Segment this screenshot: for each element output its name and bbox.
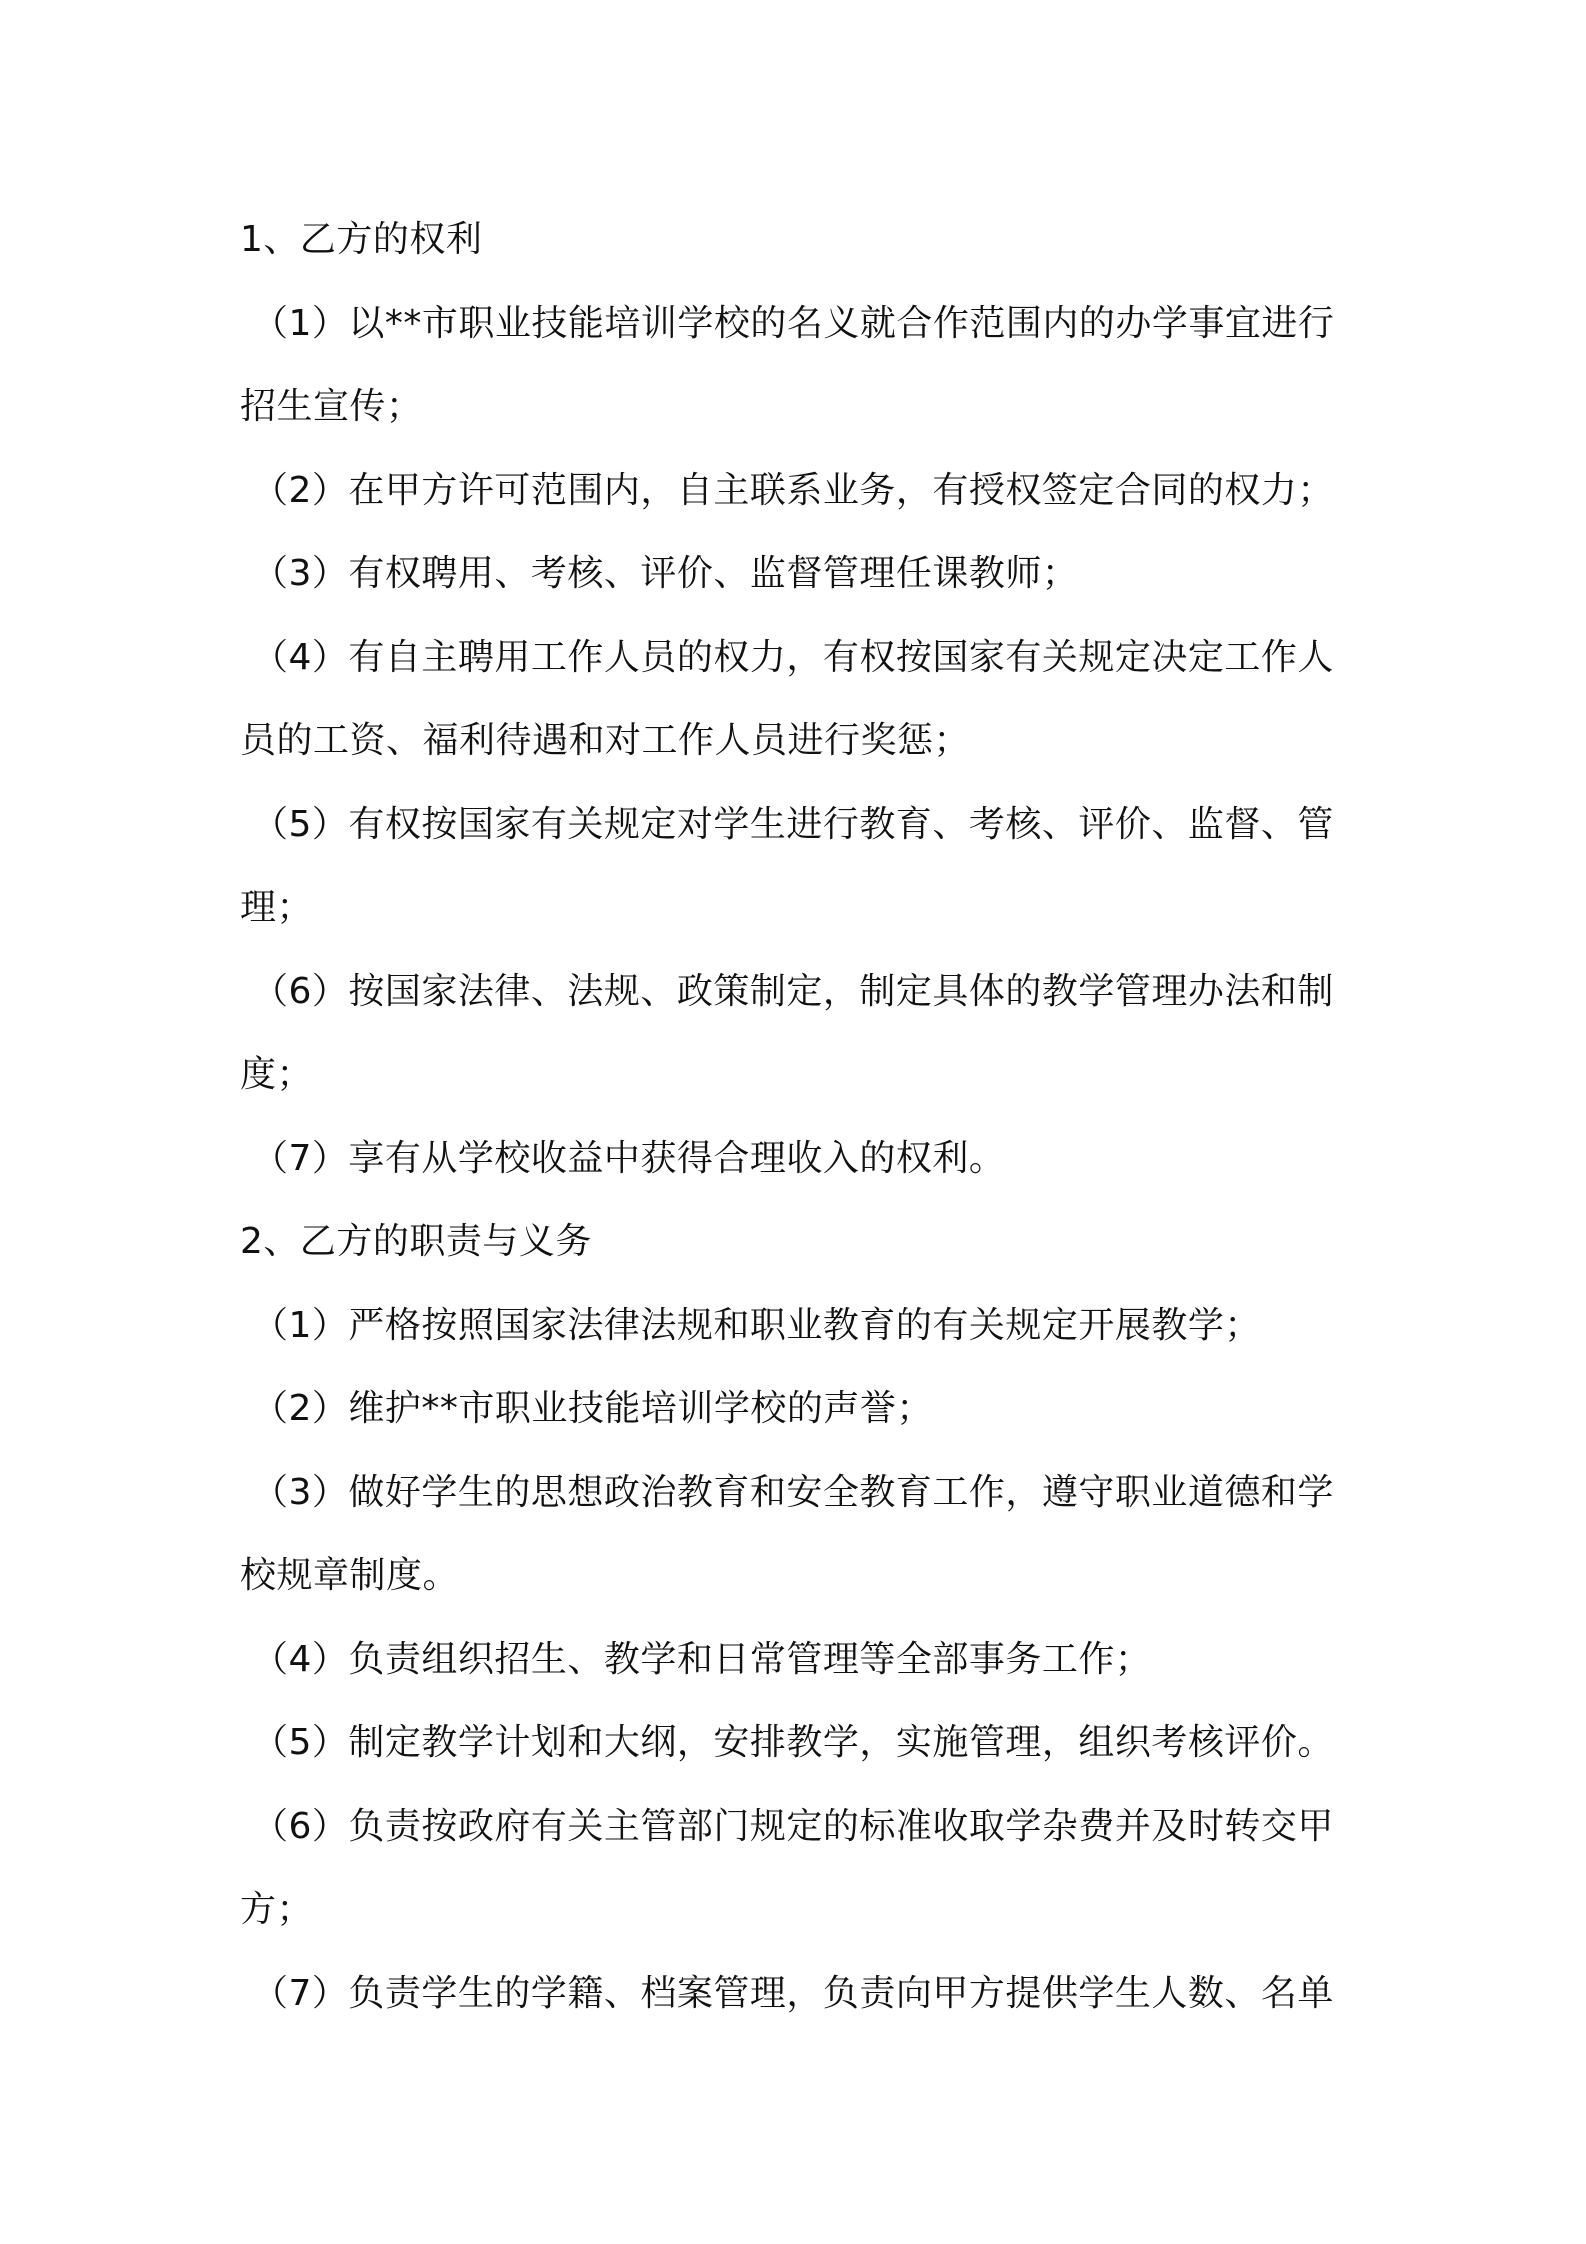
paragraph-line: （3）有权聘用、考核、评价、监督管理任课教师； [252,553,1079,594]
paragraph-line: （2）在甲方许可范围内，自主联系业务，有授权签定合同的权力； [252,469,1334,511]
paragraph-line: （1）以**市职业技能培训学校的名义就合作范围内的办学事宜进行 [252,302,1335,344]
paragraph-line: （6）按国家法律、法规、政策制定，制定具体的教学管理办法和制 [252,970,1334,1012]
section-heading-duties: 2、乙方的职责与义务 [240,1221,592,1262]
paragraph-line: （4）有自主聘用工作人员的权力，有权按国家有关规定决定工作人 [252,636,1334,678]
paragraph-line: （7）负责学生的学籍、档案管理，负责向甲方提供学生人数、名单 [252,1972,1334,2014]
paragraph-line: 员的工资、福利待遇和对工作人员进行奖惩； [240,720,971,761]
paragraph-line: （4）负责组织招生、教学和日常管理等全部事务工作； [252,1638,1152,1680]
paragraph-line: （7）享有从学校收益中获得合理收入的权利。 [252,1137,1006,1179]
paragraph-line: （1）严格按照国家法律法规和职业教育的有关规定开展教学； [252,1304,1261,1346]
paragraph-line: 度； [240,1054,314,1095]
section-heading-rights: 1、乙方的权利 [240,219,483,260]
paragraph-line: （6）负责按政府有关主管部门规定的标准收取学杂费并及时转交甲 [252,1805,1334,1847]
paragraph-line: （2）维护**市职业技能培训学校的声誉； [252,1388,933,1429]
paragraph-line: （5）制定教学计划和大纲，安排教学，实施管理，组织考核评价。 [252,1722,1334,1763]
paragraph-line: 方； [240,1889,314,1930]
paragraph-line: 校规章制度。 [240,1555,460,1596]
paragraph-line: 理； [240,887,314,928]
document-body [240,198,1360,2035]
paragraph-line: （5）有权按国家有关规定对学生进行教育、考核、评价、监督、管 [252,803,1334,845]
paragraph-line: （3）做好学生的思想政治教育和安全教育工作，遵守职业道德和学 [252,1471,1334,1513]
paragraph-line: 招生宣传； [240,386,423,427]
